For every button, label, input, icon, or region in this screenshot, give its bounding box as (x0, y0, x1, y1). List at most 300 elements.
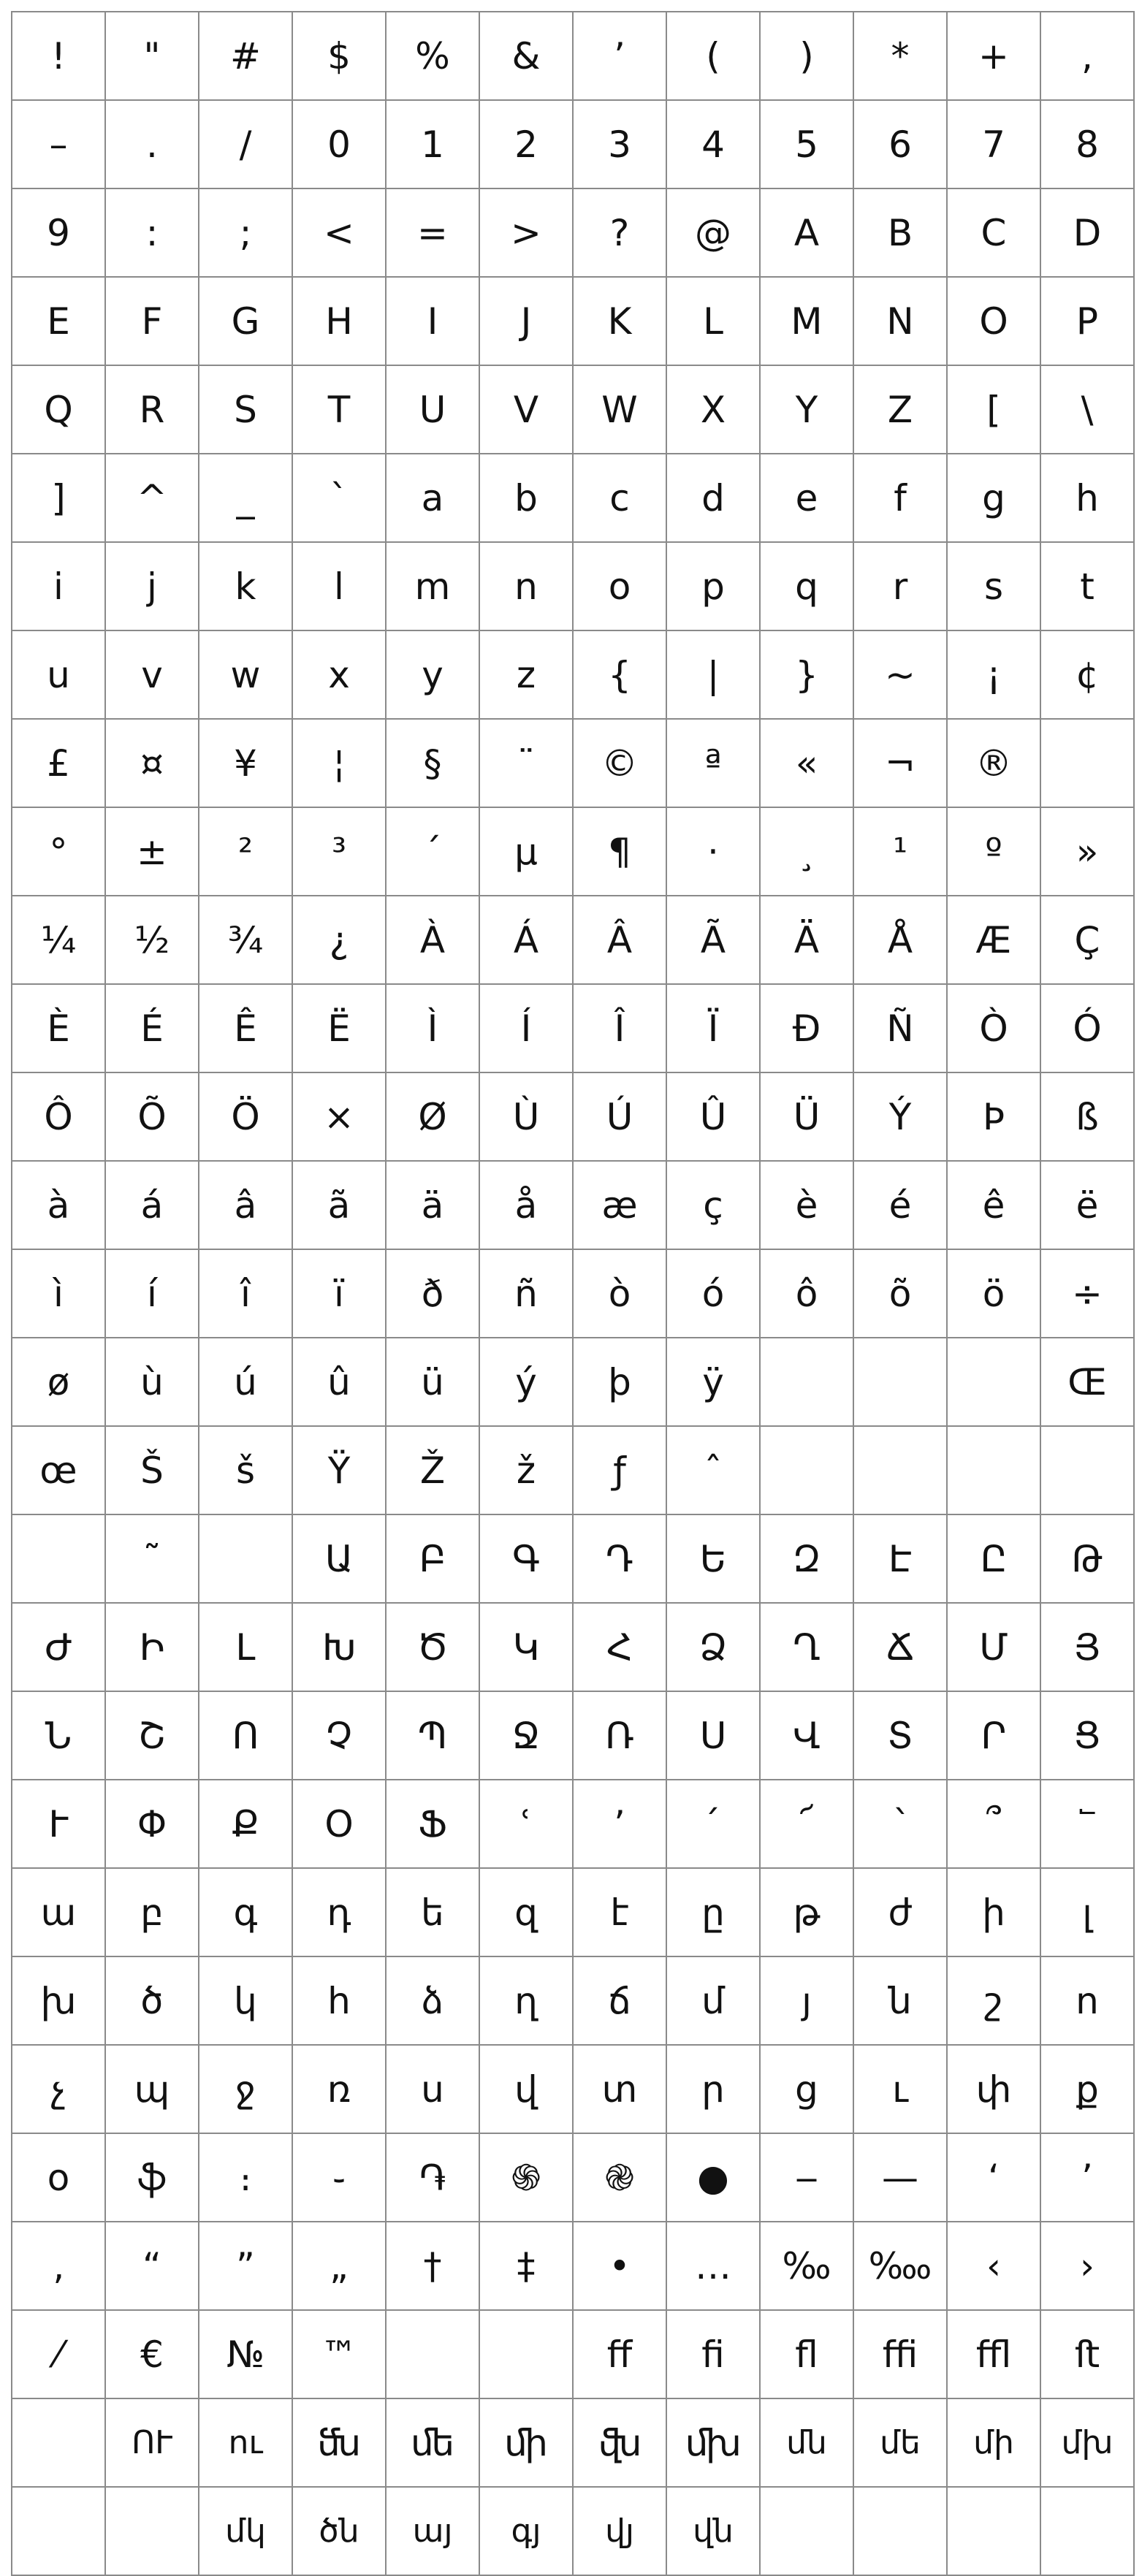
glyph-cell: ռ (292, 2045, 386, 2133)
glyph-cell: Ձ (666, 1603, 760, 1691)
glyph-cell: W (573, 365, 666, 454)
glyph-cell: ´ (386, 807, 479, 896)
glyph-cell: մ (666, 1956, 760, 2045)
glyph-cell: × (292, 1072, 386, 1161)
glyph-cell: ã (292, 1161, 386, 1249)
glyph-cell: – (12, 100, 105, 188)
glyph-cell: վյ (573, 2487, 666, 2575)
glyph-cell: Ú (573, 1072, 666, 1161)
glyph-cell: Â (573, 896, 666, 984)
glyph-row (12, 542, 1134, 630)
glyph-cell: կ (199, 1956, 292, 2045)
glyph-cell: ¹ (853, 807, 947, 896)
glyph-cell: վ (479, 2045, 573, 2133)
glyph-cell: … (666, 2222, 760, 2310)
glyph-cell: Տ (853, 1691, 947, 1780)
glyph-cell: Ž (386, 1426, 479, 1514)
glyph-cell: p (666, 542, 760, 630)
glyph-cell: m (386, 542, 479, 630)
glyph-cell: Æ (947, 896, 1040, 984)
glyph-cell: ¡ (947, 630, 1040, 719)
glyph-cell: Ա (292, 1514, 386, 1603)
glyph-cell: ՟ (1040, 1780, 1134, 1868)
glyph-row (12, 1603, 1134, 1691)
glyph-cell: ; (199, 188, 292, 277)
glyph-cell: Լ (199, 1603, 292, 1691)
glyph-row (12, 1426, 1134, 1514)
glyph-cell: ւ (853, 2045, 947, 2133)
glyph-row (12, 2398, 1134, 2487)
glyph-cell: y (386, 630, 479, 719)
glyph-cell: Ò (947, 984, 1040, 1072)
glyph-cell: ղ (479, 1956, 573, 2045)
glyph-cell: z (479, 630, 573, 719)
glyph-cell: ﬁ (666, 2310, 760, 2398)
glyph-cell: Ք (199, 1780, 292, 1868)
glyph-cell: ü (386, 1338, 479, 1426)
glyph-cell: ֍ (479, 2133, 573, 2222)
glyph-cell (1040, 719, 1134, 807)
glyph-cell: Է (853, 1514, 947, 1603)
glyph-cell: ˜ (105, 1514, 199, 1603)
glyph-cell: հ (292, 1956, 386, 2045)
glyph-cell: „ (292, 2222, 386, 2310)
glyph-cell: ì (12, 1249, 105, 1338)
glyph-cell: ‱ (853, 2222, 947, 2310)
glyph-cell: € (105, 2310, 199, 2398)
glyph-cell: É (105, 984, 199, 1072)
glyph-cell: @ (666, 188, 760, 277)
glyph-cell: { (573, 630, 666, 719)
glyph-cell: ² (199, 807, 292, 896)
glyph-row (12, 100, 1134, 188)
glyph-cell: n (479, 542, 573, 630)
glyph-cell: 2 (479, 100, 573, 188)
glyph-cell: ﬄ (947, 2310, 1040, 2398)
glyph-cell (760, 2487, 853, 2575)
glyph-cell: Y (760, 365, 853, 454)
glyph-cell: զ (479, 1868, 573, 1956)
glyph-cell: ծն (292, 2487, 386, 2575)
glyph-cell: մկ (199, 2487, 292, 2575)
glyph-cell: Ó (1040, 984, 1134, 1072)
glyph-cell: e (760, 454, 853, 542)
glyph-cell: ¬ (853, 719, 947, 807)
glyph-cell: Ռ (573, 1691, 666, 1780)
glyph-row (12, 1514, 1134, 1603)
glyph-cell: › (1040, 2222, 1134, 2310)
glyph-cell: Ñ (853, 984, 947, 1072)
glyph-cell: b (479, 454, 573, 542)
glyph-cell: ճ (573, 1956, 666, 2045)
glyph-cell: շ (947, 1956, 1040, 2045)
glyph-cell: 8 (1040, 100, 1134, 188)
glyph-cell: j (105, 542, 199, 630)
glyph-cell: G (199, 277, 292, 365)
glyph-cell: r (853, 542, 947, 630)
glyph-cell: Œ (1040, 1338, 1134, 1426)
glyph-row (12, 12, 1134, 100)
glyph-cell: N (853, 277, 947, 365)
glyph-row (12, 896, 1134, 984)
glyph-cell: f (853, 454, 947, 542)
glyph-cell: Í (479, 984, 573, 1072)
glyph-cell (947, 1338, 1040, 1426)
glyph-cell: u (12, 630, 105, 719)
glyph-cell: Ս (666, 1691, 760, 1780)
glyph-cell: Ղ (760, 1603, 853, 1691)
glyph-cell: µ (479, 807, 573, 896)
glyph-cell: ֊ (292, 2133, 386, 2222)
glyph-cell: B (853, 188, 947, 277)
glyph-cell: ª (666, 719, 760, 807)
glyph-cell: Օ (292, 1780, 386, 1868)
glyph-cell: մն (760, 2398, 853, 2487)
glyph-cell: » (1040, 807, 1134, 896)
glyph-cell: ” (199, 2222, 292, 2310)
glyph-cell: Q (12, 365, 105, 454)
glyph-cell: ։ (199, 2133, 292, 2222)
glyph-cell: Ð (760, 984, 853, 1072)
glyph-cell: ի (947, 1868, 1040, 1956)
glyph-cell: o (573, 542, 666, 630)
glyph-cell: Ê (199, 984, 292, 1072)
glyph-cell: ø (12, 1338, 105, 1426)
glyph-cell: ® (947, 719, 1040, 807)
glyph-cell (12, 2487, 105, 2575)
glyph-cell: Ժ (12, 1603, 105, 1691)
glyph-cell: Փ (105, 1780, 199, 1868)
glyph-cell: ] (12, 454, 105, 542)
glyph-cell: ¿ (292, 896, 386, 984)
glyph-cell: ֏ (386, 2133, 479, 2222)
glyph-cell: M (760, 277, 853, 365)
glyph-cell: £ (12, 719, 105, 807)
glyph-cell: h (1040, 454, 1134, 542)
glyph-cell: Յ (1040, 1603, 1134, 1691)
glyph-cell (760, 1426, 853, 1514)
glyph-cell: ﬅ (1040, 2310, 1134, 2398)
glyph-cell: U (386, 365, 479, 454)
glyph-cell: Խ (292, 1603, 386, 1691)
glyph-row (12, 1338, 1134, 1426)
glyph-cell: l (292, 542, 386, 630)
glyph-cell: â (199, 1161, 292, 1249)
glyph-row (12, 2045, 1134, 2133)
glyph-cell: S (199, 365, 292, 454)
glyph-cell: ¸ (760, 807, 853, 896)
glyph-cell: մի (947, 2398, 1040, 2487)
glyph-cell: ± (105, 807, 199, 896)
glyph-row (12, 719, 1134, 807)
glyph-cell: ﬃ (853, 2310, 947, 2398)
glyph-cell: = (386, 188, 479, 277)
glyph-cell: H (292, 277, 386, 365)
glyph-cell: é (853, 1161, 947, 1249)
glyph-cell: դ (292, 1868, 386, 1956)
glyph-cell: ա (12, 1868, 105, 1956)
glyph-cell: x (292, 630, 386, 719)
glyph-cell: ¼ (12, 896, 105, 984)
glyph-cell: L (666, 277, 760, 365)
glyph-cell: Ä (760, 896, 853, 984)
glyph-cell: K (573, 277, 666, 365)
glyph-cell: ë (1040, 1161, 1134, 1249)
glyph-cell: ֆ (105, 2133, 199, 2222)
glyph-cell: ﬕ (479, 2398, 573, 2487)
glyph-cell: Ï (666, 984, 760, 1072)
glyph-cell: Õ (105, 1072, 199, 1161)
glyph-row (12, 630, 1134, 719)
glyph-cell: Պ (386, 1691, 479, 1780)
glyph-cell: þ (573, 1338, 666, 1426)
glyph-row (12, 1868, 1134, 1956)
glyph-cell: ﬂ (760, 2310, 853, 2398)
glyph-cell: á (105, 1161, 199, 1249)
glyph-cell: T (292, 365, 386, 454)
glyph-cell: w (199, 630, 292, 719)
glyph-cell (12, 2398, 105, 2487)
glyph-cell: ե (386, 1868, 479, 1956)
glyph-cell: + (947, 12, 1040, 100)
glyph-cell: ‘ (947, 2133, 1040, 2222)
glyph-cell: À (386, 896, 479, 984)
glyph-cell: ù (105, 1338, 199, 1426)
glyph-cell: ‡ (479, 2222, 573, 2310)
glyph-row (12, 2222, 1134, 2310)
glyph-cell (479, 2310, 573, 2398)
glyph-cell: Û (666, 1072, 760, 1161)
glyph-cell: Ճ (853, 1603, 947, 1691)
glyph-cell: } (760, 630, 853, 719)
glyph-row (12, 1780, 1134, 1868)
glyph-cell: J (479, 277, 573, 365)
glyph-cell (947, 2487, 1040, 2575)
glyph-cell: ó (666, 1249, 760, 1338)
glyph-cell: Ü (760, 1072, 853, 1161)
glyph-cell: å (479, 1161, 573, 1249)
glyph-cell: ՚ (573, 1780, 666, 1868)
glyph-cell: È (12, 984, 105, 1072)
glyph-cell: ™ (292, 2310, 386, 2398)
glyph-cell: ý (479, 1338, 573, 1426)
glyph-cell: ~ (853, 630, 947, 719)
glyph-cell: ձ (386, 1956, 479, 2045)
glyph-cell: ú (199, 1338, 292, 1426)
glyph-cell: Բ (386, 1514, 479, 1603)
glyph-cell: պ (105, 2045, 199, 2133)
glyph-cell: Ւ (12, 1780, 105, 1868)
glyph-cell (853, 2487, 947, 2575)
glyph-cell: — (853, 2133, 947, 2222)
glyph-cell: A (760, 188, 853, 277)
glyph-table (11, 11, 1135, 2576)
glyph-cell: ç (666, 1161, 760, 1249)
glyph-cell: Z (853, 365, 947, 454)
glyph-cell (12, 1514, 105, 1603)
glyph-cell: E (12, 277, 105, 365)
glyph-cell: t (1040, 542, 1134, 630)
glyph-row (12, 984, 1134, 1072)
glyph-cell: ս (386, 2045, 479, 2133)
glyph-cell: Ö (199, 1072, 292, 1161)
glyph-cell: ՝ (853, 1780, 947, 1868)
glyph-cell: ՞ (947, 1780, 1040, 1868)
glyph-cell: Ã (666, 896, 760, 984)
glyph-cell: ն (853, 1956, 947, 2045)
glyph-cell: ՙ (479, 1780, 573, 1868)
glyph-cell: « (760, 719, 853, 807)
glyph-row (12, 1072, 1134, 1161)
glyph-cell: ˆ (666, 1426, 760, 1514)
glyph-cell: $ (292, 12, 386, 100)
glyph-cell: c (573, 454, 666, 542)
glyph-cell: Á (479, 896, 573, 984)
glyph-cell: a (386, 454, 479, 542)
glyph-cell: † (386, 2222, 479, 2310)
glyph-cell: ծ (105, 1956, 199, 2045)
glyph-cell: ¥ (199, 719, 292, 807)
glyph-cell: 9 (12, 188, 105, 277)
glyph-cell: s (947, 542, 1040, 630)
glyph-cell: է (573, 1868, 666, 1956)
glyph-row (12, 454, 1134, 542)
glyph-cell: լ (1040, 1868, 1134, 1956)
glyph-cell: \ (1040, 365, 1134, 454)
glyph-cell: ¨ (479, 719, 573, 807)
glyph-cell: Գ (479, 1514, 573, 1603)
glyph-cell: Հ (573, 1603, 666, 1691)
glyph-cell: g (947, 454, 1040, 542)
glyph-cell: յ (760, 1956, 853, 2045)
glyph-row (12, 1956, 1134, 2045)
glyph-row (12, 188, 1134, 277)
glyph-cell: “ (105, 2222, 199, 2310)
glyph-cell: Ո (199, 1691, 292, 1780)
glyph-cell: Շ (105, 1691, 199, 1780)
glyph-cell: ‰ (760, 2222, 853, 2310)
glyph-cell: ò (573, 1249, 666, 1338)
glyph-cell: î (199, 1249, 292, 1338)
glyph-cell: ÿ (666, 1338, 760, 1426)
glyph-cell: 0 (292, 100, 386, 188)
glyph-cell: § (386, 719, 479, 807)
glyph-cell: ո (1040, 1956, 1134, 2045)
glyph-cell: _ (199, 454, 292, 542)
glyph-cell: X (666, 365, 760, 454)
glyph-cell: Ջ (479, 1691, 573, 1780)
glyph-cell: d (666, 454, 760, 542)
glyph-cell: [ (947, 365, 1040, 454)
glyph-cell: ö (947, 1249, 1040, 1338)
glyph-cell: š (199, 1426, 292, 1514)
glyph-cell: 1 (386, 100, 479, 188)
glyph-cell: ñ (479, 1249, 573, 1338)
glyph-cell: 7 (947, 100, 1040, 188)
glyph-cell: Ô (12, 1072, 105, 1161)
glyph-row (12, 2133, 1134, 2222)
glyph-cell: ﬖ (573, 2398, 666, 2487)
glyph-cell: ô (760, 1249, 853, 1338)
glyph-cell: C (947, 188, 1040, 277)
glyph-cell: Չ (292, 1691, 386, 1780)
glyph-cell: ! (12, 12, 105, 100)
glyph-cell: < (292, 188, 386, 277)
glyph-cell: ﬔ (386, 2398, 479, 2487)
glyph-cell: O (947, 277, 1040, 365)
glyph-cell (386, 2310, 479, 2398)
glyph-cell: ﬓ (292, 2398, 386, 2487)
glyph-cell: Դ (573, 1514, 666, 1603)
glyph-chart (11, 11, 1135, 2576)
glyph-cell (1040, 1426, 1134, 1514)
glyph-cell: Ն (12, 1691, 105, 1780)
glyph-cell: P (1040, 277, 1134, 365)
glyph-cell: № (199, 2310, 292, 2398)
glyph-cell: վն (666, 2487, 760, 2575)
glyph-cell: D (1040, 188, 1134, 277)
glyph-cell: Ե (666, 1514, 760, 1603)
glyph-cell (105, 2487, 199, 2575)
glyph-cell: ● (666, 2133, 760, 2222)
glyph-cell: ‚ (12, 2222, 105, 2310)
glyph-cell: 4 (666, 100, 760, 188)
glyph-cell: այ (386, 2487, 479, 2575)
glyph-cell: | (666, 630, 760, 719)
glyph-cell: i (12, 542, 105, 630)
glyph-cell: ß (1040, 1072, 1134, 1161)
glyph-cell: õ (853, 1249, 947, 1338)
glyph-cell: í (105, 1249, 199, 1338)
glyph-cell: û (292, 1338, 386, 1426)
glyph-cell: ¢ (1040, 630, 1134, 719)
glyph-cell: ր (666, 2045, 760, 2133)
glyph-cell: Ç (1040, 896, 1134, 984)
glyph-cell: Å (853, 896, 947, 984)
glyph-cell: © (573, 719, 666, 807)
glyph-cell: è (760, 1161, 853, 1249)
glyph-cell: & (479, 12, 573, 100)
glyph-row (12, 2487, 1134, 2575)
glyph-cell: Ù (479, 1072, 573, 1161)
glyph-cell: ¤ (105, 719, 199, 807)
glyph-cell (199, 1514, 292, 1603)
glyph-cell: Ց (1040, 1691, 1134, 1780)
glyph-cell: ﬗ (666, 2398, 760, 2487)
glyph-cell: ՛ (666, 1780, 760, 1868)
glyph-cell: ? (573, 188, 666, 277)
glyph-cell: I (386, 277, 479, 365)
glyph-cell: œ (12, 1426, 105, 1514)
glyph-cell: ՜ (760, 1780, 853, 1868)
glyph-row (12, 1249, 1134, 1338)
glyph-cell: ժ (853, 1868, 947, 1956)
glyph-cell: Š (105, 1426, 199, 1514)
glyph-row (12, 2310, 1134, 2398)
glyph-cell: ¾ (199, 896, 292, 984)
glyph-cell: ’ (1040, 2133, 1134, 2222)
glyph-cell: գյ (479, 2487, 573, 2575)
glyph-row (12, 807, 1134, 896)
glyph-cell: ջ (199, 2045, 292, 2133)
glyph-cell: q (760, 542, 853, 630)
glyph-cell: ‒ (760, 2133, 853, 2222)
glyph-cell: թ (760, 1868, 853, 1956)
glyph-cell: k (199, 542, 292, 630)
glyph-row (12, 277, 1134, 365)
glyph-cell: բ (105, 1868, 199, 1956)
glyph-cell: Ր (947, 1691, 1040, 1780)
